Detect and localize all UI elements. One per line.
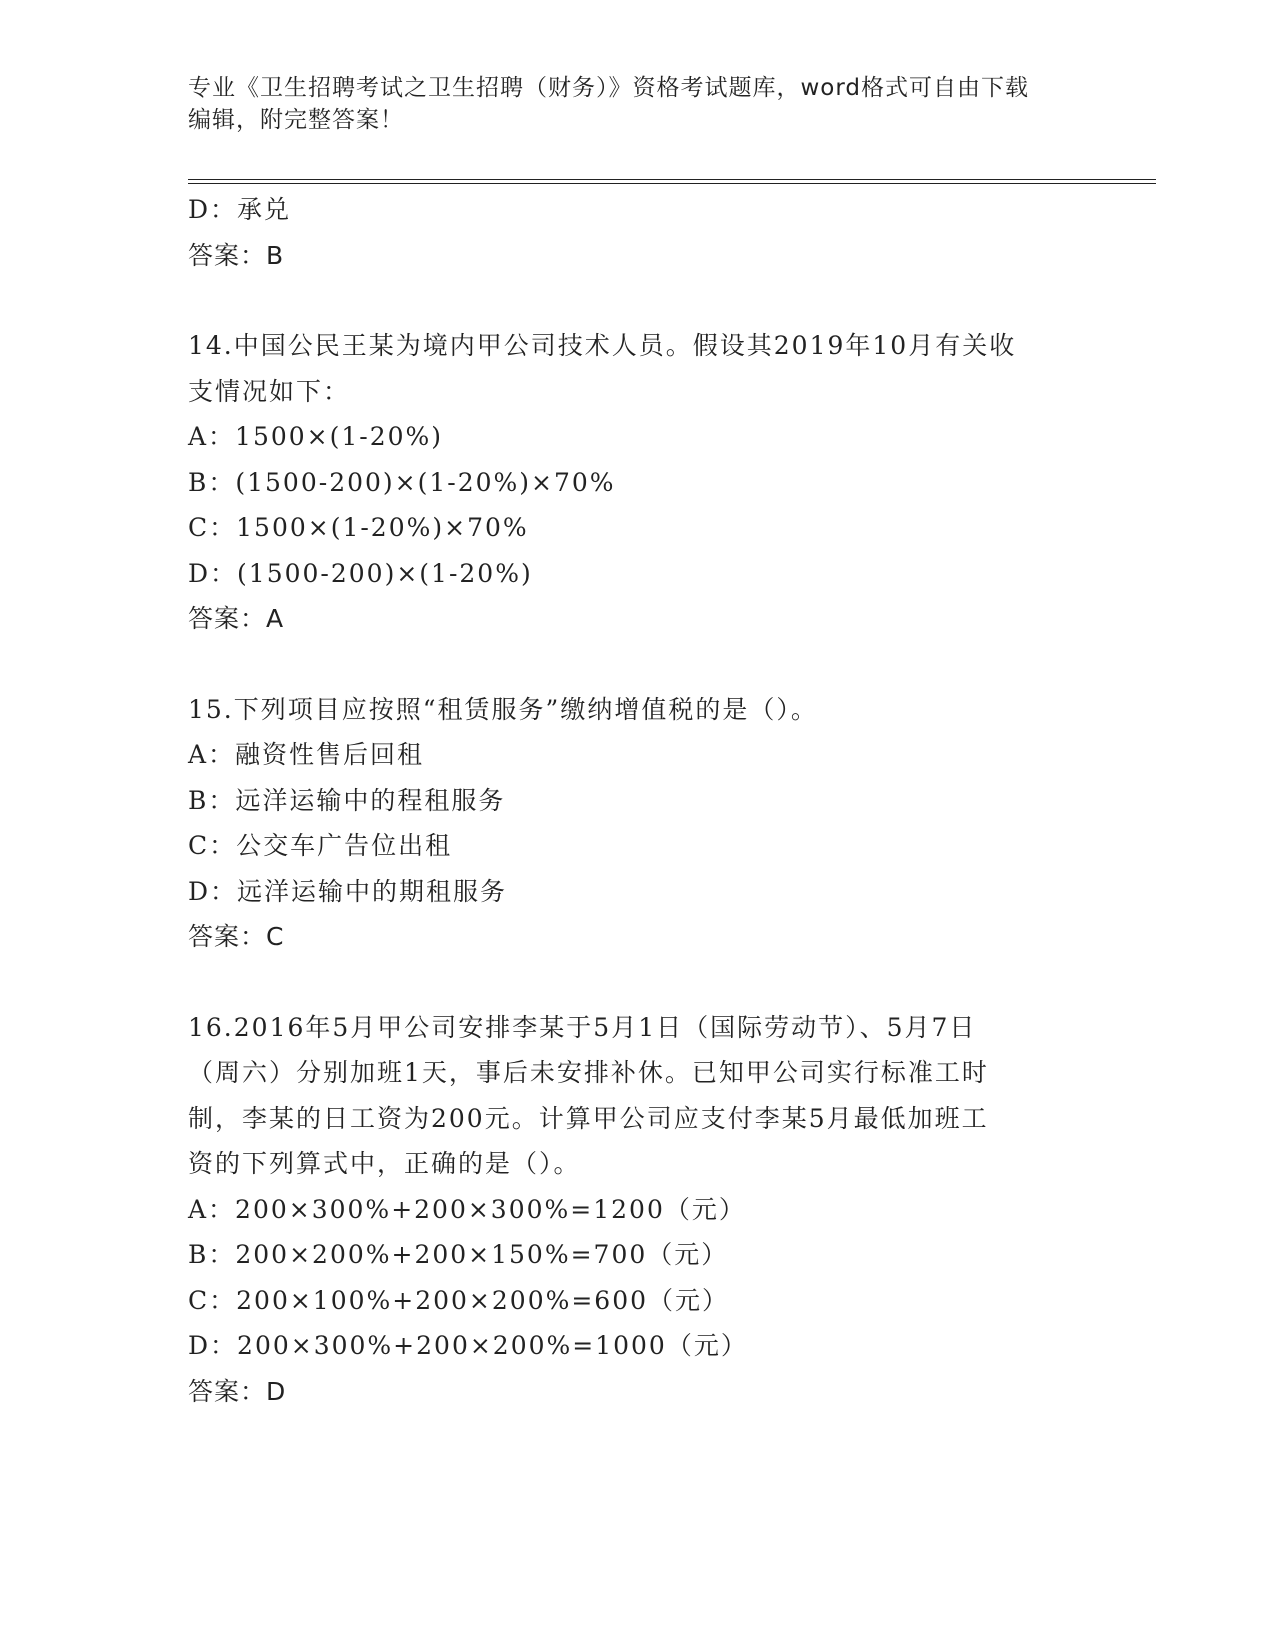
question-stem-line: 16.2016年5月甲公司安排李某于5月1日（国际劳动节）、5月7日 (188, 1012, 977, 1042)
question-15 (188, 687, 1088, 960)
question-stem-line: 制，李某的日工资为200元。计算甲公司应支付李某5月最低加班工 (188, 1103, 989, 1133)
option-d: D：(1500-200)×(1-20%) (188, 558, 533, 588)
question-stem-line: （周六）分别加班1天，事后未安排补休。已知甲公司实行标准工时 (188, 1058, 989, 1087)
question-14 (188, 323, 1088, 642)
question-stem-line: 14.中国公民王某为境内甲公司技术人员。假设其2019年10月有关收 (188, 331, 1017, 360)
question-stem-line: 支情况如下： (188, 376, 351, 406)
option-b: B：200×200%+200×150%=700（元） (188, 1240, 729, 1269)
option-d: D：承兑 (188, 195, 292, 224)
spacer (188, 642, 1088, 687)
answer: 答案：B (188, 240, 285, 270)
header-line-1: 专业《卫生招聘考试之卫生招聘（财务）》资格考试题库，word格式可自由下载 (188, 75, 1030, 101)
option-c: C：200×100%+200×200%=600（元） (188, 1285, 730, 1315)
header-divider (188, 179, 1156, 184)
answer: 答案：D (188, 1376, 287, 1406)
option-d: D：远洋运输中的期租服务 (188, 876, 508, 906)
answer: 答案：A (188, 604, 285, 633)
question-stem-line: 15.下列项目应按照“租赁服务”缴纳增值税的是（）。 (188, 694, 818, 724)
previous-question-tail (188, 187, 1088, 278)
header-line-2: 编辑，附完整答案！ (188, 107, 404, 133)
option-b: B：(1500-200)×(1-20%)×70% (188, 467, 616, 497)
option-b: B：远洋运输中的程租服务 (188, 785, 506, 815)
question-16 (188, 1005, 1088, 1415)
option-d: D：200×300%+200×200%=1000（元） (188, 1331, 748, 1360)
document-body (188, 187, 1088, 1414)
option-c: C：公交车广告位出租 (188, 831, 453, 860)
spacer (188, 278, 1088, 323)
option-a: A：200×300%+200×300%=1200（元） (188, 1194, 746, 1224)
option-a: A：融资性售后回租 (188, 740, 425, 769)
option-c: C：1500×(1-20%)×70% (188, 513, 529, 542)
option-a: A：1500×(1-20%) (188, 422, 444, 451)
spacer (188, 960, 1088, 1005)
answer: 答案：C (188, 922, 285, 951)
page-header (188, 72, 1088, 136)
question-stem-line: 资的下列算式中，正确的是（）。 (188, 1149, 581, 1178)
